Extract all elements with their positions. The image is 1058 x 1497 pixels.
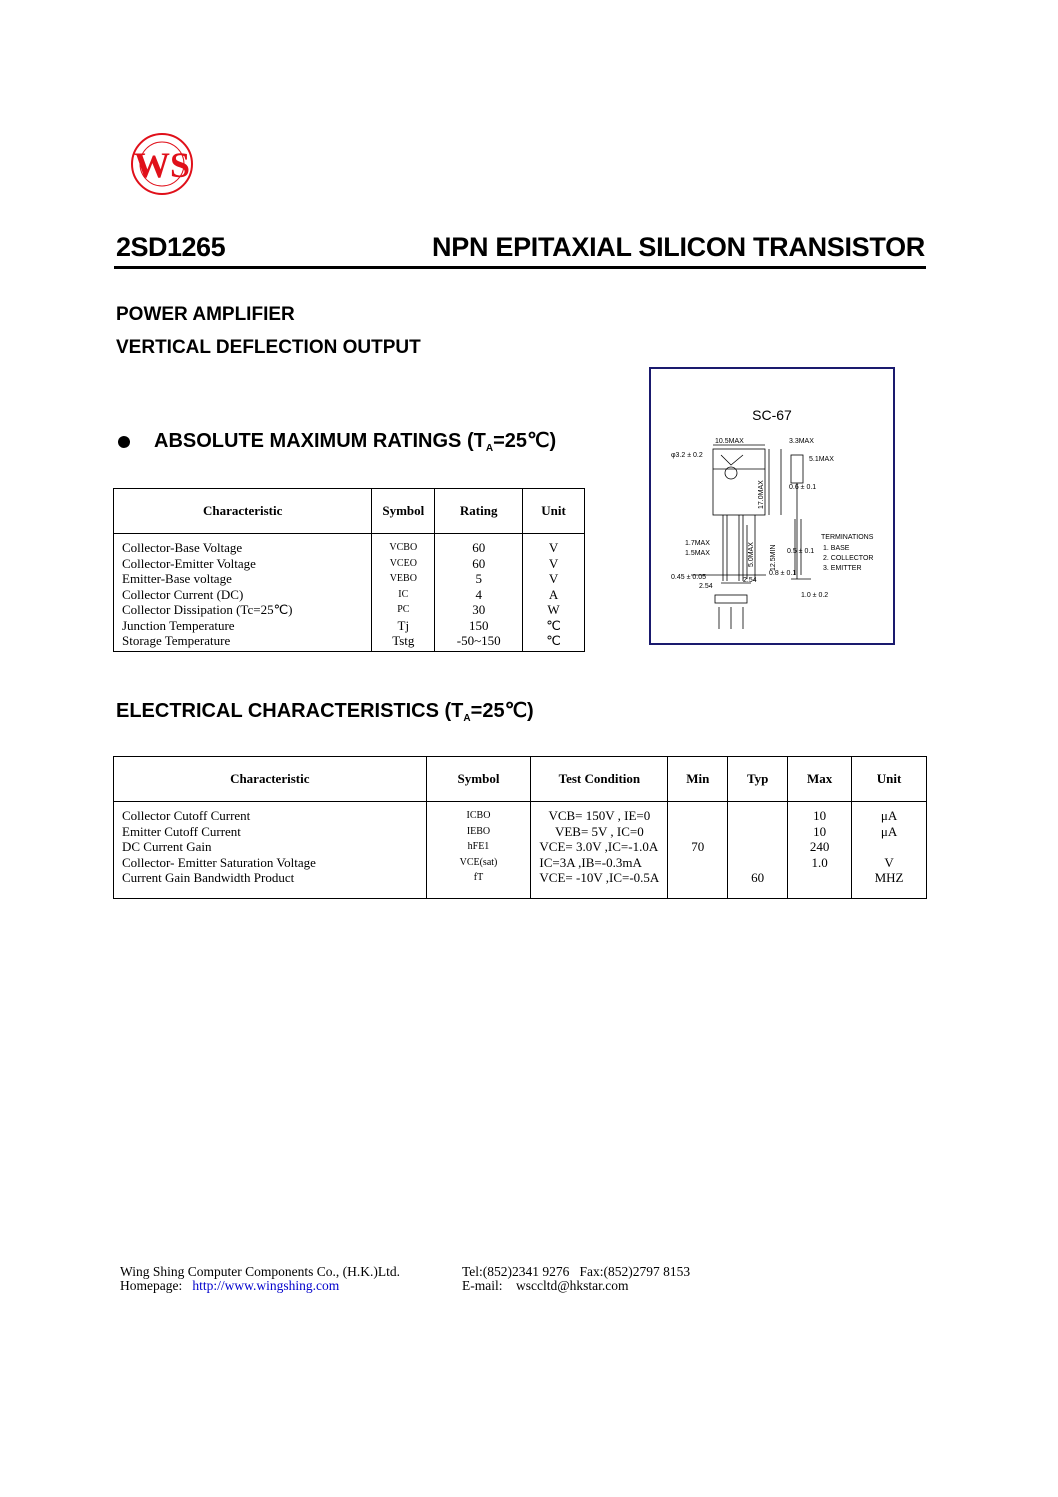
condition-cell: VCE= 3.0V ,IC=-1.0A bbox=[531, 839, 668, 855]
logo-wordmark: WS bbox=[133, 145, 191, 185]
footer-homepage bbox=[120, 1278, 339, 1294]
dim-label: 0.6 ± 0.1 bbox=[789, 484, 817, 491]
column-header: Min bbox=[668, 757, 728, 802]
column-header: Characteristic bbox=[114, 489, 372, 534]
bullet-icon bbox=[118, 436, 130, 448]
column-header: Unit bbox=[523, 489, 585, 534]
characteristic-cell: Current Gain Bandwidth Product bbox=[114, 870, 427, 898]
typ-cell bbox=[728, 802, 788, 824]
table-row bbox=[114, 824, 927, 840]
column-header: Symbol bbox=[426, 757, 531, 802]
table-header-row bbox=[114, 489, 585, 534]
symbol-cell: VEBO bbox=[372, 571, 435, 587]
dim-label: 5.0MAX bbox=[748, 542, 755, 567]
homepage-link[interactable]: http://www.wingshing.com bbox=[192, 1278, 340, 1293]
unit-cell: V bbox=[523, 571, 585, 587]
column-header: Symbol bbox=[372, 489, 435, 534]
table-row bbox=[114, 618, 585, 634]
symbol-cell: IEBO bbox=[426, 824, 531, 840]
table-row bbox=[114, 534, 585, 556]
characteristic-cell: DC Current Gain bbox=[114, 839, 427, 855]
elec-heading: ELECTRICAL CHARACTERISTICS $(T_A=25℃)$ bbox=[116, 700, 534, 724]
dim-label: 5.1MAX bbox=[809, 456, 834, 463]
unit-cell: V bbox=[523, 556, 585, 572]
electrical-table bbox=[113, 756, 927, 899]
device-title: NPN EPITAXIAL SILICON TRANSISTOR bbox=[432, 232, 925, 262]
characteristic-cell: Junction Temperature bbox=[114, 618, 372, 634]
characteristic-cell: Collector- Emitter Saturation Voltage bbox=[114, 855, 427, 871]
typ-cell bbox=[728, 839, 788, 855]
symbol-cell: hFE1 bbox=[426, 839, 531, 855]
dim-label: 12.5MIN bbox=[770, 544, 777, 571]
rating-cell: 150 bbox=[435, 618, 523, 634]
symbol-cell: fT bbox=[426, 870, 531, 898]
unit-cell: V bbox=[852, 855, 927, 871]
table-row bbox=[114, 571, 585, 587]
symbol-cell: Tj bbox=[372, 618, 435, 634]
column-header: Test Condition bbox=[531, 757, 668, 802]
header-rule bbox=[114, 266, 926, 269]
column-header: Rating bbox=[435, 489, 523, 534]
characteristic-cell: Collector Current (DC) bbox=[114, 587, 372, 603]
dim-label: 1.0 ± 0.2 bbox=[801, 592, 829, 599]
company-logo bbox=[112, 130, 208, 202]
abs-max-table bbox=[113, 488, 585, 652]
termination-item: 3. EMITTER bbox=[823, 565, 862, 572]
rating-cell: -50~150 bbox=[435, 633, 523, 651]
table-header-row bbox=[114, 757, 927, 802]
typ-cell: 60 bbox=[728, 870, 788, 898]
typ-cell bbox=[728, 855, 788, 871]
typ-cell bbox=[728, 824, 788, 840]
dim-label: 3.3MAX bbox=[789, 438, 814, 445]
condition-cell: VCE= -10V ,IC=-0.5A bbox=[531, 870, 668, 898]
min-cell: 70 bbox=[668, 839, 728, 855]
symbol-cell: VCEO bbox=[372, 556, 435, 572]
dim-label: 0.45 ± 0.05 bbox=[671, 574, 706, 581]
max-cell: 10 bbox=[788, 802, 852, 824]
termination-item: 2. COLLECTOR bbox=[823, 555, 874, 562]
dim-label: 0.5 ± 0.1 bbox=[787, 548, 815, 555]
table-row bbox=[114, 587, 585, 603]
unit-cell: V bbox=[523, 534, 585, 556]
column-header: Max bbox=[788, 757, 852, 802]
unit-cell: ℃ bbox=[523, 633, 585, 651]
symbol-cell: VCE(sat) bbox=[426, 855, 531, 871]
characteristic-cell: Storage Temperature bbox=[114, 633, 372, 651]
unit-cell: W bbox=[523, 602, 585, 618]
table-row bbox=[114, 556, 585, 572]
dim-label: 10.5MAX bbox=[715, 438, 744, 445]
max-cell: 240 bbox=[788, 839, 852, 855]
dim-label: 1.5MAX bbox=[685, 550, 710, 557]
dim-label: 2.54 bbox=[699, 583, 713, 590]
max-cell bbox=[788, 870, 852, 898]
symbol-cell: ICBO bbox=[426, 802, 531, 824]
package-drawing bbox=[651, 369, 897, 647]
rating-cell: 30 bbox=[435, 602, 523, 618]
characteristic-cell: Collector Dissipation (Tc=25℃) bbox=[114, 602, 372, 618]
table-row bbox=[114, 633, 585, 651]
max-cell: 1.0 bbox=[788, 855, 852, 871]
characteristic-cell: Collector Cutoff Current bbox=[114, 802, 427, 824]
abs-max-heading: ABSOLUTE MAXIMUM RATINGS $(T_A=25℃)$ bbox=[154, 430, 557, 454]
email-address[interactable]: wsccltd@hkstar.com bbox=[516, 1278, 629, 1293]
column-header: Typ bbox=[728, 757, 788, 802]
unit-cell: ℃ bbox=[523, 618, 585, 634]
terminations-title: TERMINATIONS bbox=[821, 534, 874, 541]
email-label: E-mail: bbox=[462, 1278, 503, 1293]
rating-cell: 60 bbox=[435, 556, 523, 572]
dim-label: 0.8 ± 0.1 bbox=[769, 570, 797, 577]
homepage-label: Homepage: bbox=[120, 1278, 183, 1293]
max-cell: 10 bbox=[788, 824, 852, 840]
part-number: 2SD1265 bbox=[116, 232, 226, 262]
min-cell bbox=[668, 855, 728, 871]
unit-cell bbox=[852, 839, 927, 855]
condition-cell: VCB= 150V , IE=0 bbox=[531, 802, 668, 824]
footer-email bbox=[462, 1278, 629, 1294]
symbol-cell: IC bbox=[372, 587, 435, 603]
column-header: Unit bbox=[852, 757, 927, 802]
table-row bbox=[114, 602, 585, 618]
package-name: SC-67 bbox=[752, 407, 792, 423]
column-header: Characteristic bbox=[114, 757, 427, 802]
min-cell bbox=[668, 802, 728, 824]
min-cell bbox=[668, 824, 728, 840]
characteristic-cell: Collector-Emitter Voltage bbox=[114, 556, 372, 572]
table-row bbox=[114, 870, 927, 898]
application-1: POWER AMPLIFIER bbox=[116, 304, 295, 325]
termination-item: 1. BASE bbox=[823, 545, 850, 552]
characteristic-cell: Collector-Base Voltage bbox=[114, 534, 372, 556]
table-row bbox=[114, 802, 927, 824]
unit-cell: A bbox=[523, 587, 585, 603]
dim-label: 1.7MAX bbox=[685, 540, 710, 547]
unit-cell: μA bbox=[852, 824, 927, 840]
footer-tel-fax: Tel:(852)2341 9276 Fax:(852)2797 8153 bbox=[462, 1264, 691, 1279]
unit-cell: μA bbox=[852, 802, 927, 824]
characteristic-cell: Emitter-Base voltage bbox=[114, 571, 372, 587]
rating-cell: 4 bbox=[435, 587, 523, 603]
dim-label: 2.54 bbox=[743, 577, 757, 584]
application-2: VERTICAL DEFLECTION OUTPUT bbox=[116, 337, 421, 358]
rating-cell: 60 bbox=[435, 534, 523, 556]
symbol-cell: VCBO bbox=[372, 534, 435, 556]
table-row bbox=[114, 855, 927, 871]
symbol-cell: Tstg bbox=[372, 633, 435, 651]
unit-cell: MHZ bbox=[852, 870, 927, 898]
table-row bbox=[114, 839, 927, 855]
characteristic-cell: Emitter Cutoff Current bbox=[114, 824, 427, 840]
condition-cell: VEB= 5V , IC=0 bbox=[531, 824, 668, 840]
min-cell bbox=[668, 870, 728, 898]
footer-company: Wing Shing Computer Components Co., (H.K.)Ltd. bbox=[120, 1264, 400, 1279]
condition-cell: IC=3A ,IB=-0.3mA bbox=[531, 855, 668, 871]
symbol-cell: PC bbox=[372, 602, 435, 618]
dim-label: φ3.2 ± 0.2 bbox=[671, 452, 703, 459]
package-outline-box bbox=[649, 367, 895, 645]
rating-cell: 5 bbox=[435, 571, 523, 587]
dim-label: 17.0MAX bbox=[758, 480, 765, 509]
